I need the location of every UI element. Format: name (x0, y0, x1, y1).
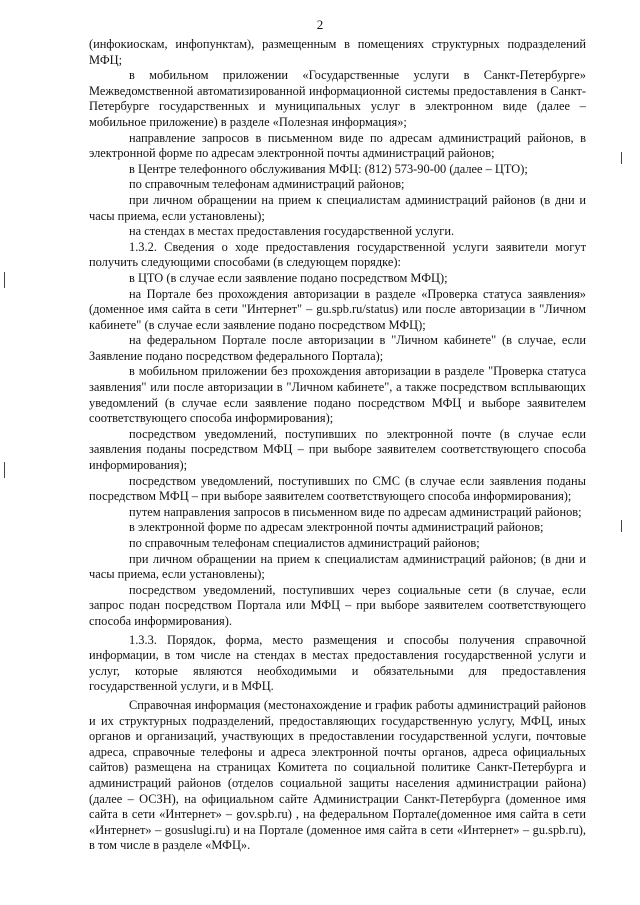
section-1-3-2: 1.3.2. Сведения о ходе предоставления государственной услуги заявители могут получить следующими способами (в следующем порядке): (89, 239, 586, 270)
paragraph: по справочным телефонам администраций районов; (129, 177, 405, 192)
paragraph: на федеральном Портале после авторизации в "Личном кабинете" (в случае, если Заявление подано посредством федерального Портала); (89, 333, 586, 363)
paragraph: на стендах в местах предоставления государственной услуги. (129, 224, 455, 239)
section-1-3-3: 1.3.3. Порядок, форма, место размещения и способы получения справочной информации, в том числе на стендах в местах предоставления государственной услуги и услуг, которые являются необходимыми и обязательными для предоставления государственной услуги, и в МФЦ. (89, 632, 586, 694)
paragraph: по справочным телефонам специалистов администраций районов; (129, 536, 480, 550)
paragraph: в ЦТО (в случае если заявление подано посредством МФЦ); (129, 270, 448, 285)
paragraph: на Портале без прохождения авторизации в разделе «Проверка статуса заявления» (доменное имя сайта в сети "Интернет" – gu.spb.ru/status) или после авторизации в "Личном кабинете" (в случае если заявление подано посредством МФЦ); (89, 286, 586, 332)
paragraph: в Центре телефонного обслуживания МФЦ: (812) 573-90-00 (далее – ЦТО); (129, 161, 528, 176)
page-number: 2 (316, 17, 324, 32)
paragraph: направление запросов в письменном виде по адресам администраций районов, в электронной форме по адресам электронной почты администраций районов; (89, 130, 586, 161)
scan-margin-mark (4, 462, 5, 478)
paragraph: в мобильном приложении без прохождения авторизации в разделе "Проверка статуса заявления" или после авторизации в "Личном кабинете", а также посредством всплывающих уведомлений (в случае если заявление подано посредством МФЦ и выборе заявителем соответствующего способа информирования); (89, 364, 586, 426)
scan-margin-mark (4, 272, 5, 288)
scan-margin-mark (621, 520, 622, 532)
paragraph: в электронной форме по адресам электронной почты администраций районов; (129, 520, 544, 535)
paragraph: Справочная информация (местонахождение и график работы администраций районов и их структурных подразделений, предоставляющих государственную услугу, МФЦ, иных органов и организаций, участвующих в предоставлении государственной услуги, почтовые адреса, справочные телефоны и адреса электронной почты органов, адреса официальных сайтов) размещена на страницах Комитета по социальной политике Санкт-Петербурга и администраций районов (отделов социальной защиты населения администрации района) (далее – ОСЗН), на официальном сайте Администрации Санкт-Петербурга (доменное имя сайта в сети «Интернет» – gov.spb.ru) , на федеральном Портале(доменное имя сайта в сети «Интернет» – gosuslugi.ru) и на Портале (доменное имя сайта в сети «Интернет» – gu.spb.ru), в том числе в разделе «МФЦ». (89, 697, 586, 853)
scan-margin-mark (621, 152, 622, 164)
paragraph: путем направления запросов в письменном виде по адресам администраций районов; (129, 504, 582, 519)
paragraph: посредством уведомлений, поступивших по электронной почте (в случае если заявления поданы посредством МФЦ – при выборе заявителем соответствующего способа информирования); (89, 426, 586, 473)
paragraph: при личном обращении на прием к специалистам администраций районов (в дни и часы приема, если установлены); (89, 192, 586, 223)
paragraph: посредством уведомлений, поступивших через социальные сети (в случае, если запрос подан посредством Портала или МФЦ – при выборе заявителем соответствующего способа информирования). (89, 582, 586, 628)
document-body (89, 37, 586, 854)
paragraph: в мобильном приложении «Государственные услуги в Санкт-Петербурге» Межведомственной автоматизированной информационной системы предоставления в Санкт-Петербурге государственных и муниципальных услуг в электронном виде (далее – мобильное приложение) в разделе «Полезная информация»; (89, 68, 586, 129)
paragraph: посредством уведомлений, поступивших по СМС (в случае если заявления поданы посредством МФЦ – при выборе заявителем соответствующего способа информирования); (89, 473, 586, 504)
paragraph: при личном обращении на прием к специалистам администраций районов; (в дни и часы приема, если установлены); (89, 551, 586, 582)
paragraph: (инфокиоскам, инфопунктам), размещенным в помещениях структурных подразделений МФЦ; (89, 37, 586, 67)
